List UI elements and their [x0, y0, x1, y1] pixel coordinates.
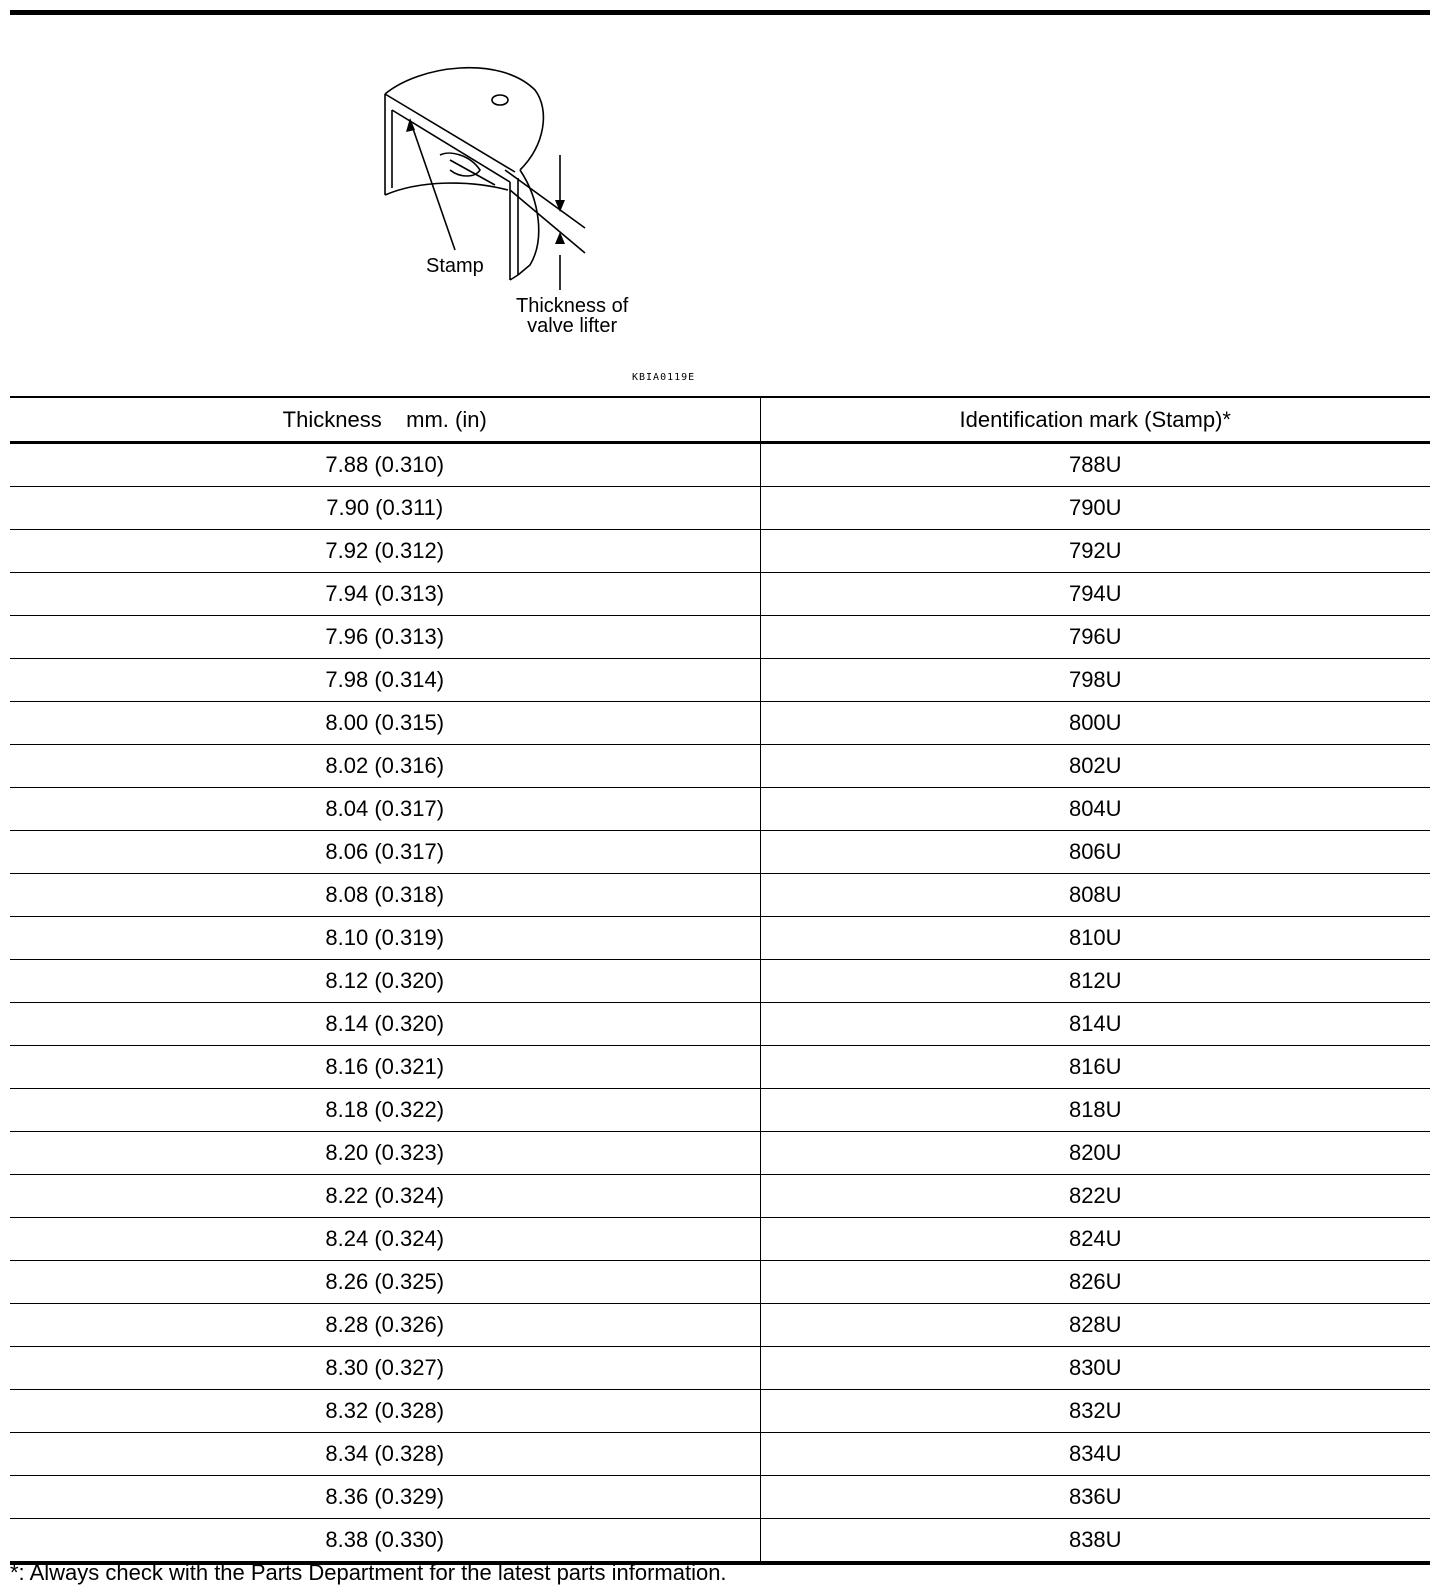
cell-thickness: 8.20 (0.323)	[10, 1132, 760, 1175]
cell-stamp: 824U	[760, 1218, 1430, 1261]
cell-thickness: 8.22 (0.324)	[10, 1175, 760, 1218]
table-row	[10, 1261, 1430, 1304]
thickness-label-line2: valve lifter	[527, 315, 618, 337]
table-row	[10, 831, 1430, 874]
cell-thickness: 8.36 (0.329)	[10, 1476, 760, 1519]
table-row	[10, 1390, 1430, 1433]
table-row	[10, 1519, 1430, 1564]
table-row	[10, 1046, 1430, 1089]
cell-stamp: 800U	[760, 702, 1430, 745]
table-row	[10, 788, 1430, 831]
table-row	[10, 1132, 1430, 1175]
header-identification-mark: Identification mark (Stamp)*	[760, 397, 1430, 443]
cell-stamp: 830U	[760, 1347, 1430, 1390]
cell-stamp: 820U	[760, 1132, 1430, 1175]
cell-thickness: 8.06 (0.317)	[10, 831, 760, 874]
cell-thickness: 8.10 (0.319)	[10, 917, 760, 960]
table-row	[10, 960, 1430, 1003]
cell-thickness: 7.92 (0.312)	[10, 530, 760, 573]
table-row	[10, 616, 1430, 659]
cell-stamp: 798U	[760, 659, 1430, 702]
cell-thickness: 8.16 (0.321)	[10, 1046, 760, 1089]
cell-thickness: 8.30 (0.327)	[10, 1347, 760, 1390]
table-row	[10, 659, 1430, 702]
cell-stamp: 834U	[760, 1433, 1430, 1476]
cell-stamp: 826U	[760, 1261, 1430, 1304]
table-row	[10, 745, 1430, 788]
cell-thickness: 8.26 (0.325)	[10, 1261, 760, 1304]
cell-stamp: 804U	[760, 788, 1430, 831]
cell-stamp: 792U	[760, 530, 1430, 573]
cell-stamp: 810U	[760, 917, 1430, 960]
table-row	[10, 1218, 1430, 1261]
table-row	[10, 1089, 1430, 1132]
cell-thickness: 8.12 (0.320)	[10, 960, 760, 1003]
valve-lifter-thickness-table	[10, 396, 1430, 1565]
figure-code: KBIA0119E	[632, 372, 696, 383]
table-header-row	[10, 397, 1430, 443]
table-row	[10, 917, 1430, 960]
cell-thickness: 8.24 (0.324)	[10, 1218, 760, 1261]
table-row	[10, 1476, 1430, 1519]
cell-thickness: 7.90 (0.311)	[10, 487, 760, 530]
cell-thickness: 8.32 (0.328)	[10, 1390, 760, 1433]
cell-stamp: 838U	[760, 1519, 1430, 1564]
table-row	[10, 487, 1430, 530]
cell-stamp: 828U	[760, 1304, 1430, 1347]
header-thickness: Thickness mm. (in)	[10, 397, 760, 443]
table-row	[10, 1304, 1430, 1347]
table-row	[10, 573, 1430, 616]
table-row	[10, 874, 1430, 917]
table-row	[10, 1347, 1430, 1390]
cell-thickness: 8.04 (0.317)	[10, 788, 760, 831]
cell-thickness: 7.94 (0.313)	[10, 573, 760, 616]
cell-stamp: 806U	[760, 831, 1430, 874]
cell-stamp: 802U	[760, 745, 1430, 788]
table-row	[10, 530, 1430, 573]
cell-stamp: 816U	[760, 1046, 1430, 1089]
cell-stamp: 796U	[760, 616, 1430, 659]
cell-stamp: 836U	[760, 1476, 1430, 1519]
cell-stamp: 814U	[760, 1003, 1430, 1046]
cell-stamp: 832U	[760, 1390, 1430, 1433]
cell-stamp: 812U	[760, 960, 1430, 1003]
thickness-label-line1: Thickness of	[516, 295, 629, 317]
cell-thickness: 8.02 (0.316)	[10, 745, 760, 788]
cell-thickness: 8.28 (0.326)	[10, 1304, 760, 1347]
cell-thickness: 8.18 (0.322)	[10, 1089, 760, 1132]
cell-stamp: 822U	[760, 1175, 1430, 1218]
cell-stamp: 790U	[760, 487, 1430, 530]
table-row	[10, 1433, 1430, 1476]
table-row	[10, 1175, 1430, 1218]
thickness-label	[516, 296, 628, 336]
table-row	[10, 702, 1430, 745]
cell-thickness: 8.08 (0.318)	[10, 874, 760, 917]
cell-thickness: 7.88 (0.310)	[10, 443, 760, 487]
cell-thickness: 7.98 (0.314)	[10, 659, 760, 702]
cell-thickness: 8.34 (0.328)	[10, 1433, 760, 1476]
stamp-label: Stamp	[426, 255, 484, 277]
table-row	[10, 443, 1430, 487]
footnote: *: Always check with the Parts Department for the latest parts information.	[10, 1560, 727, 1585]
cell-stamp: 794U	[760, 573, 1430, 616]
valve-lifter-figure	[380, 60, 760, 383]
cell-stamp: 818U	[760, 1089, 1430, 1132]
table-row	[10, 1003, 1430, 1046]
cell-thickness: 8.00 (0.315)	[10, 702, 760, 745]
cell-stamp: 788U	[760, 443, 1430, 487]
cell-stamp: 808U	[760, 874, 1430, 917]
cell-thickness: 8.14 (0.320)	[10, 1003, 760, 1046]
top-rule	[10, 10, 1430, 15]
cell-thickness: 8.38 (0.330)	[10, 1519, 760, 1564]
cell-thickness: 7.96 (0.313)	[10, 616, 760, 659]
